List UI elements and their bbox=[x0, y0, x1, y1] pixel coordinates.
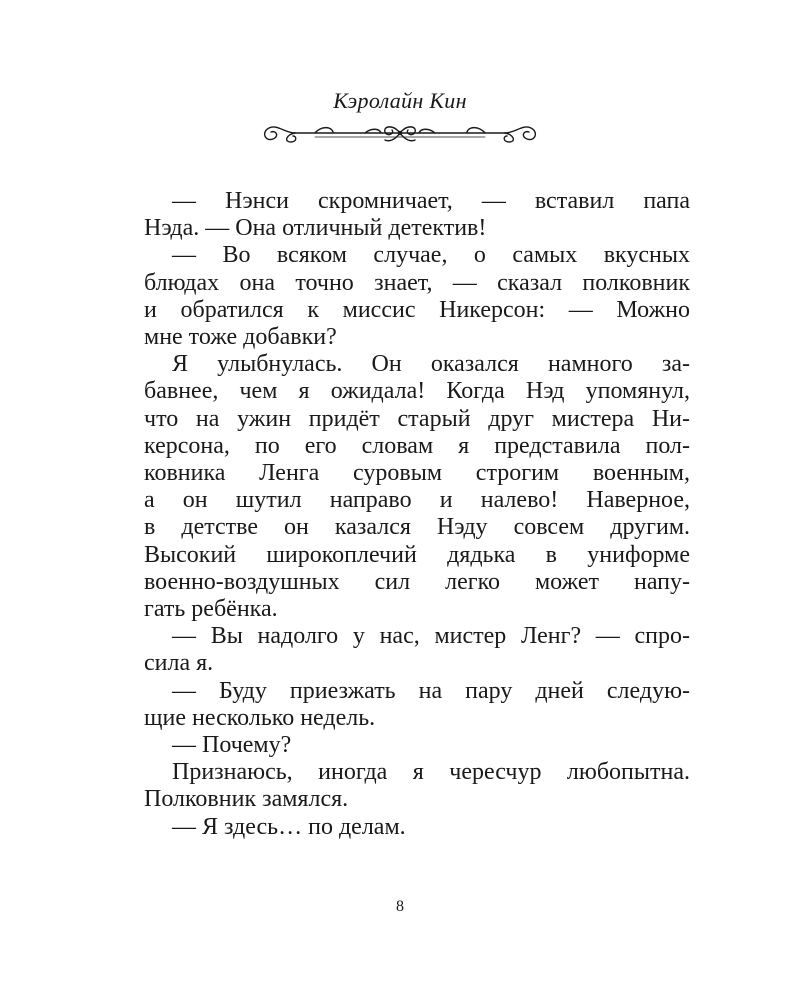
text-line: Признаюсь, иногда я чересчур любопытна. bbox=[172, 759, 690, 786]
paragraph bbox=[144, 188, 690, 242]
text-line: военно-воздушных сил легко может напу- bbox=[144, 568, 690, 595]
text-line: и обратился к миссис Никерсон: — Можно bbox=[144, 296, 690, 323]
page-number: 8 bbox=[396, 898, 404, 915]
text-line: что на ужин придёт старый друг мистера Ни- bbox=[144, 405, 690, 432]
text-line: сила я. bbox=[144, 650, 214, 677]
text-line: мне тоже добавки? bbox=[144, 324, 337, 351]
body-text bbox=[144, 188, 690, 841]
text-line: гать ребёнка. bbox=[144, 596, 278, 623]
text-line: — Я здесь… по делам. bbox=[172, 813, 406, 840]
text-line: керсона, по его словам я представила пол- bbox=[144, 432, 690, 459]
text-line: Высокий широкоплечий дядька в униформе bbox=[144, 541, 690, 568]
paragraph bbox=[144, 351, 690, 623]
flourish-ornament-icon bbox=[255, 120, 545, 146]
text-line: — Почему? bbox=[172, 732, 292, 759]
text-line: — Нэнси скромничает, — вставил папа bbox=[172, 188, 690, 214]
author-name: Кэролайн Кин bbox=[333, 88, 467, 113]
text-line: Нэда. — Она отличный детектив! bbox=[144, 215, 487, 242]
text-line: — Во всяком случае, о самых вкусных bbox=[172, 242, 690, 269]
text-line: Я улыбнулась. Он оказался намного за- bbox=[172, 351, 690, 378]
text-line: Полковник замялся. bbox=[144, 786, 349, 813]
paragraph bbox=[144, 759, 690, 813]
text-line: ковника Ленга суровым строгим военным, bbox=[144, 460, 690, 487]
paragraph bbox=[144, 732, 690, 759]
text-line: — Буду приезжать на пару дней следую- bbox=[172, 677, 690, 704]
running-head bbox=[0, 88, 800, 146]
text-line: а он шутил направо и налево! Наверное, bbox=[144, 487, 690, 514]
text-line: блюдах она точно знает, — сказал полковник bbox=[144, 269, 690, 296]
text-line: в детстве он казался Нэду совсем другим. bbox=[144, 514, 690, 541]
paragraph bbox=[144, 242, 690, 351]
text-line: щие несколько недель. bbox=[144, 704, 376, 731]
paragraph bbox=[144, 623, 690, 677]
text-line: — Вы надолго у нас, мистер Ленг? — спро- bbox=[172, 623, 690, 650]
text-line: бавнее, чем я ожидала! Когда Нэд упомянул, bbox=[144, 378, 690, 405]
paragraph bbox=[144, 678, 690, 732]
paragraph bbox=[144, 814, 690, 841]
